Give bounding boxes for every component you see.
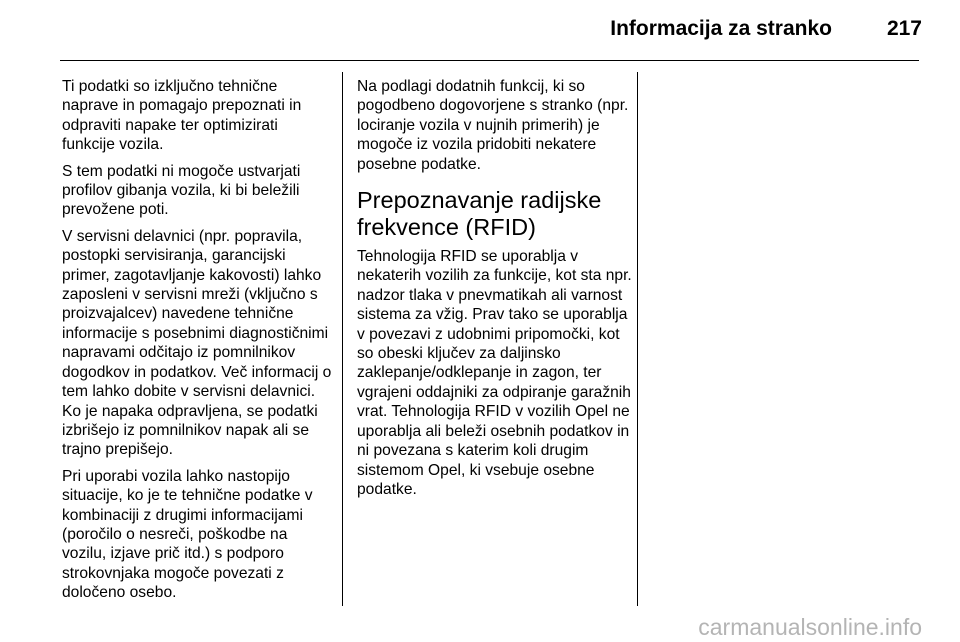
page-header-title: Informacija za stranko xyxy=(610,17,832,40)
left-text-column xyxy=(62,77,332,610)
rfid-paragraph: Tehnologija RFID se uporablja v nekaterih vozilih za funkcije, kot sta npr. nadzor tlaka v pnevmatikah ali varnost sistema za vžig. Prav tako se uporablja v povezavi z udobnimi pripomočki, kot so obeski ključev za daljinsko zaklepanje/odklepanje in zagon, ter vgrajeni oddajniki za odpiranje garažnih vrat. Tehnologija RFID v vozilih Opel ne uporablja ali beleži osebnih podatkov in ni povezana s katerim koli drugim sistemom Opel, ki vsebuje osebne podatke. xyxy=(357,248,632,498)
paragraph: Ti podatki so izključno tehnične naprave in pomagajo prepoznati in odpraviti napake ter optimizirati funkcije vozila. xyxy=(62,78,302,154)
section-heading-rfid: Prepoznavanje radijske frekvence (RFID) xyxy=(357,187,602,241)
paragraph: S tem podatki ni mogoče ustvarjati profilov gibanja vozila, ki bi beležili prevožene poti. xyxy=(62,162,301,219)
header-divider xyxy=(60,60,919,61)
intro-paragraph: Na podlagi dodatnih funkcij, ki so pogodbeno dogovorjene s stranko (npr. lociranje vozila v nujnih primerih) je mogoče iz vozila pridobiti nekatere posebne podatke. xyxy=(357,78,629,173)
column-divider xyxy=(637,72,638,606)
paragraph: V servisni delavnici (npr. popravila, postopki servisiranja, garancijski primer, zagotavljanje kakovosti) lahko zaposleni v servisni mreži (vključno s proizvajalcev) navedene tehnične informacije s posebnimi diagnostičnimi napravami odčitajo iz pomnilnikov dogodkov in podatkov. Več informacij o tem lahko dobite v servisni delavnici. Ko je napaka odpravljena, se podatki izbrišejo iz pomnilnikov napak ali se trajno prepišejo. xyxy=(62,227,332,459)
middle-text-column xyxy=(357,77,632,506)
watermark-text: carmanualsonline.info xyxy=(698,614,922,640)
paragraph: Pri uporabi vozila lahko nastopijo situacije, ko je te tehnične podatke v kombinaciji z drugimi informacijami (poročilo o nesreči, poškodbe na vozilu, izjave prič itd.) s podporo strokovnjaka mogoče povezati z določeno osebo. xyxy=(62,467,313,602)
page-number: 217 xyxy=(886,17,922,40)
column-divider xyxy=(342,72,343,606)
